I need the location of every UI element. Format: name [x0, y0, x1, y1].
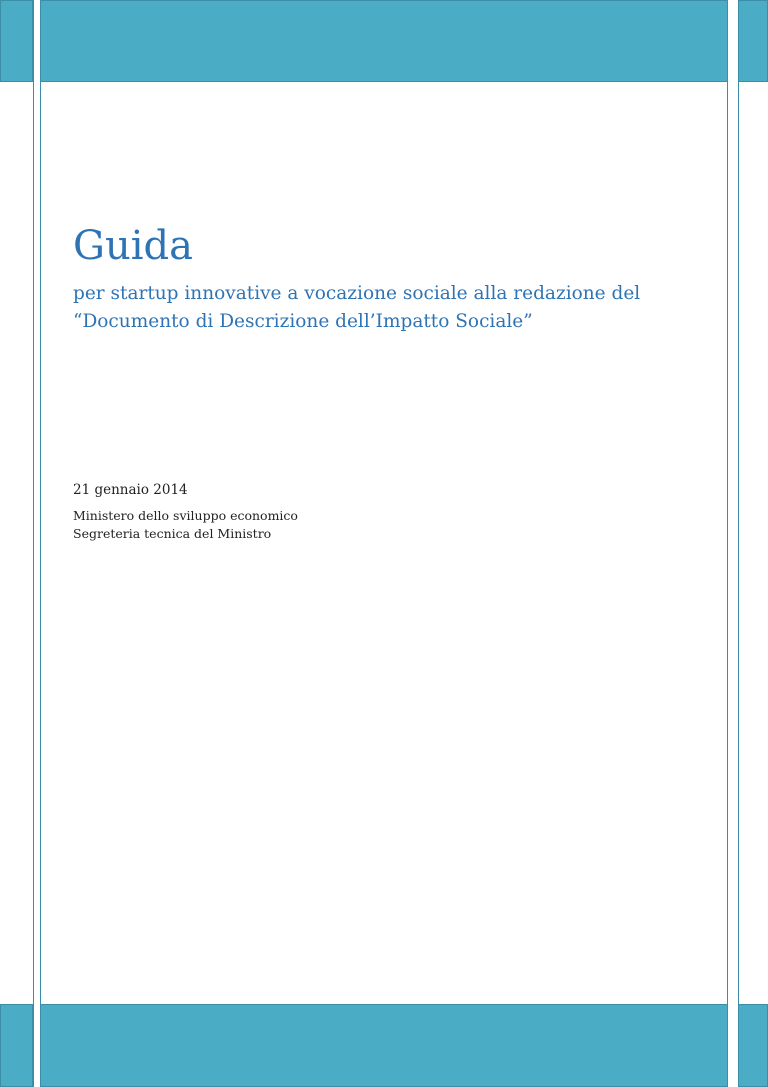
footer-band — [40, 1004, 728, 1087]
header-band-right-edge — [738, 0, 768, 82]
frame-line-right-inner — [727, 82, 728, 1004]
organization-line: Ministero dello sviluppo economico — [73, 508, 298, 523]
footer-band-left-edge — [0, 1004, 33, 1087]
frame-line-right-outer — [738, 0, 739, 1087]
subtitle-line: per startup innovative a vocazione sociale alla redazione del — [73, 283, 641, 304]
frame-line-left-inner — [40, 82, 41, 1004]
document-date: 21 gennaio 2014 — [73, 482, 188, 498]
footer-band-right-edge — [738, 1004, 768, 1087]
header-band — [40, 0, 728, 82]
organization-line: Segreteria tecnica del Ministro — [73, 526, 272, 541]
subtitle-line: “Documento di Descrizione dell’Impatto Sociale” — [73, 311, 533, 332]
document-subtitle — [73, 280, 713, 336]
header-band-left-edge — [0, 0, 33, 82]
document-title: Guida — [73, 223, 193, 269]
organization — [73, 507, 298, 543]
title-block — [73, 222, 713, 336]
frame-line-left-outer — [33, 0, 34, 1087]
